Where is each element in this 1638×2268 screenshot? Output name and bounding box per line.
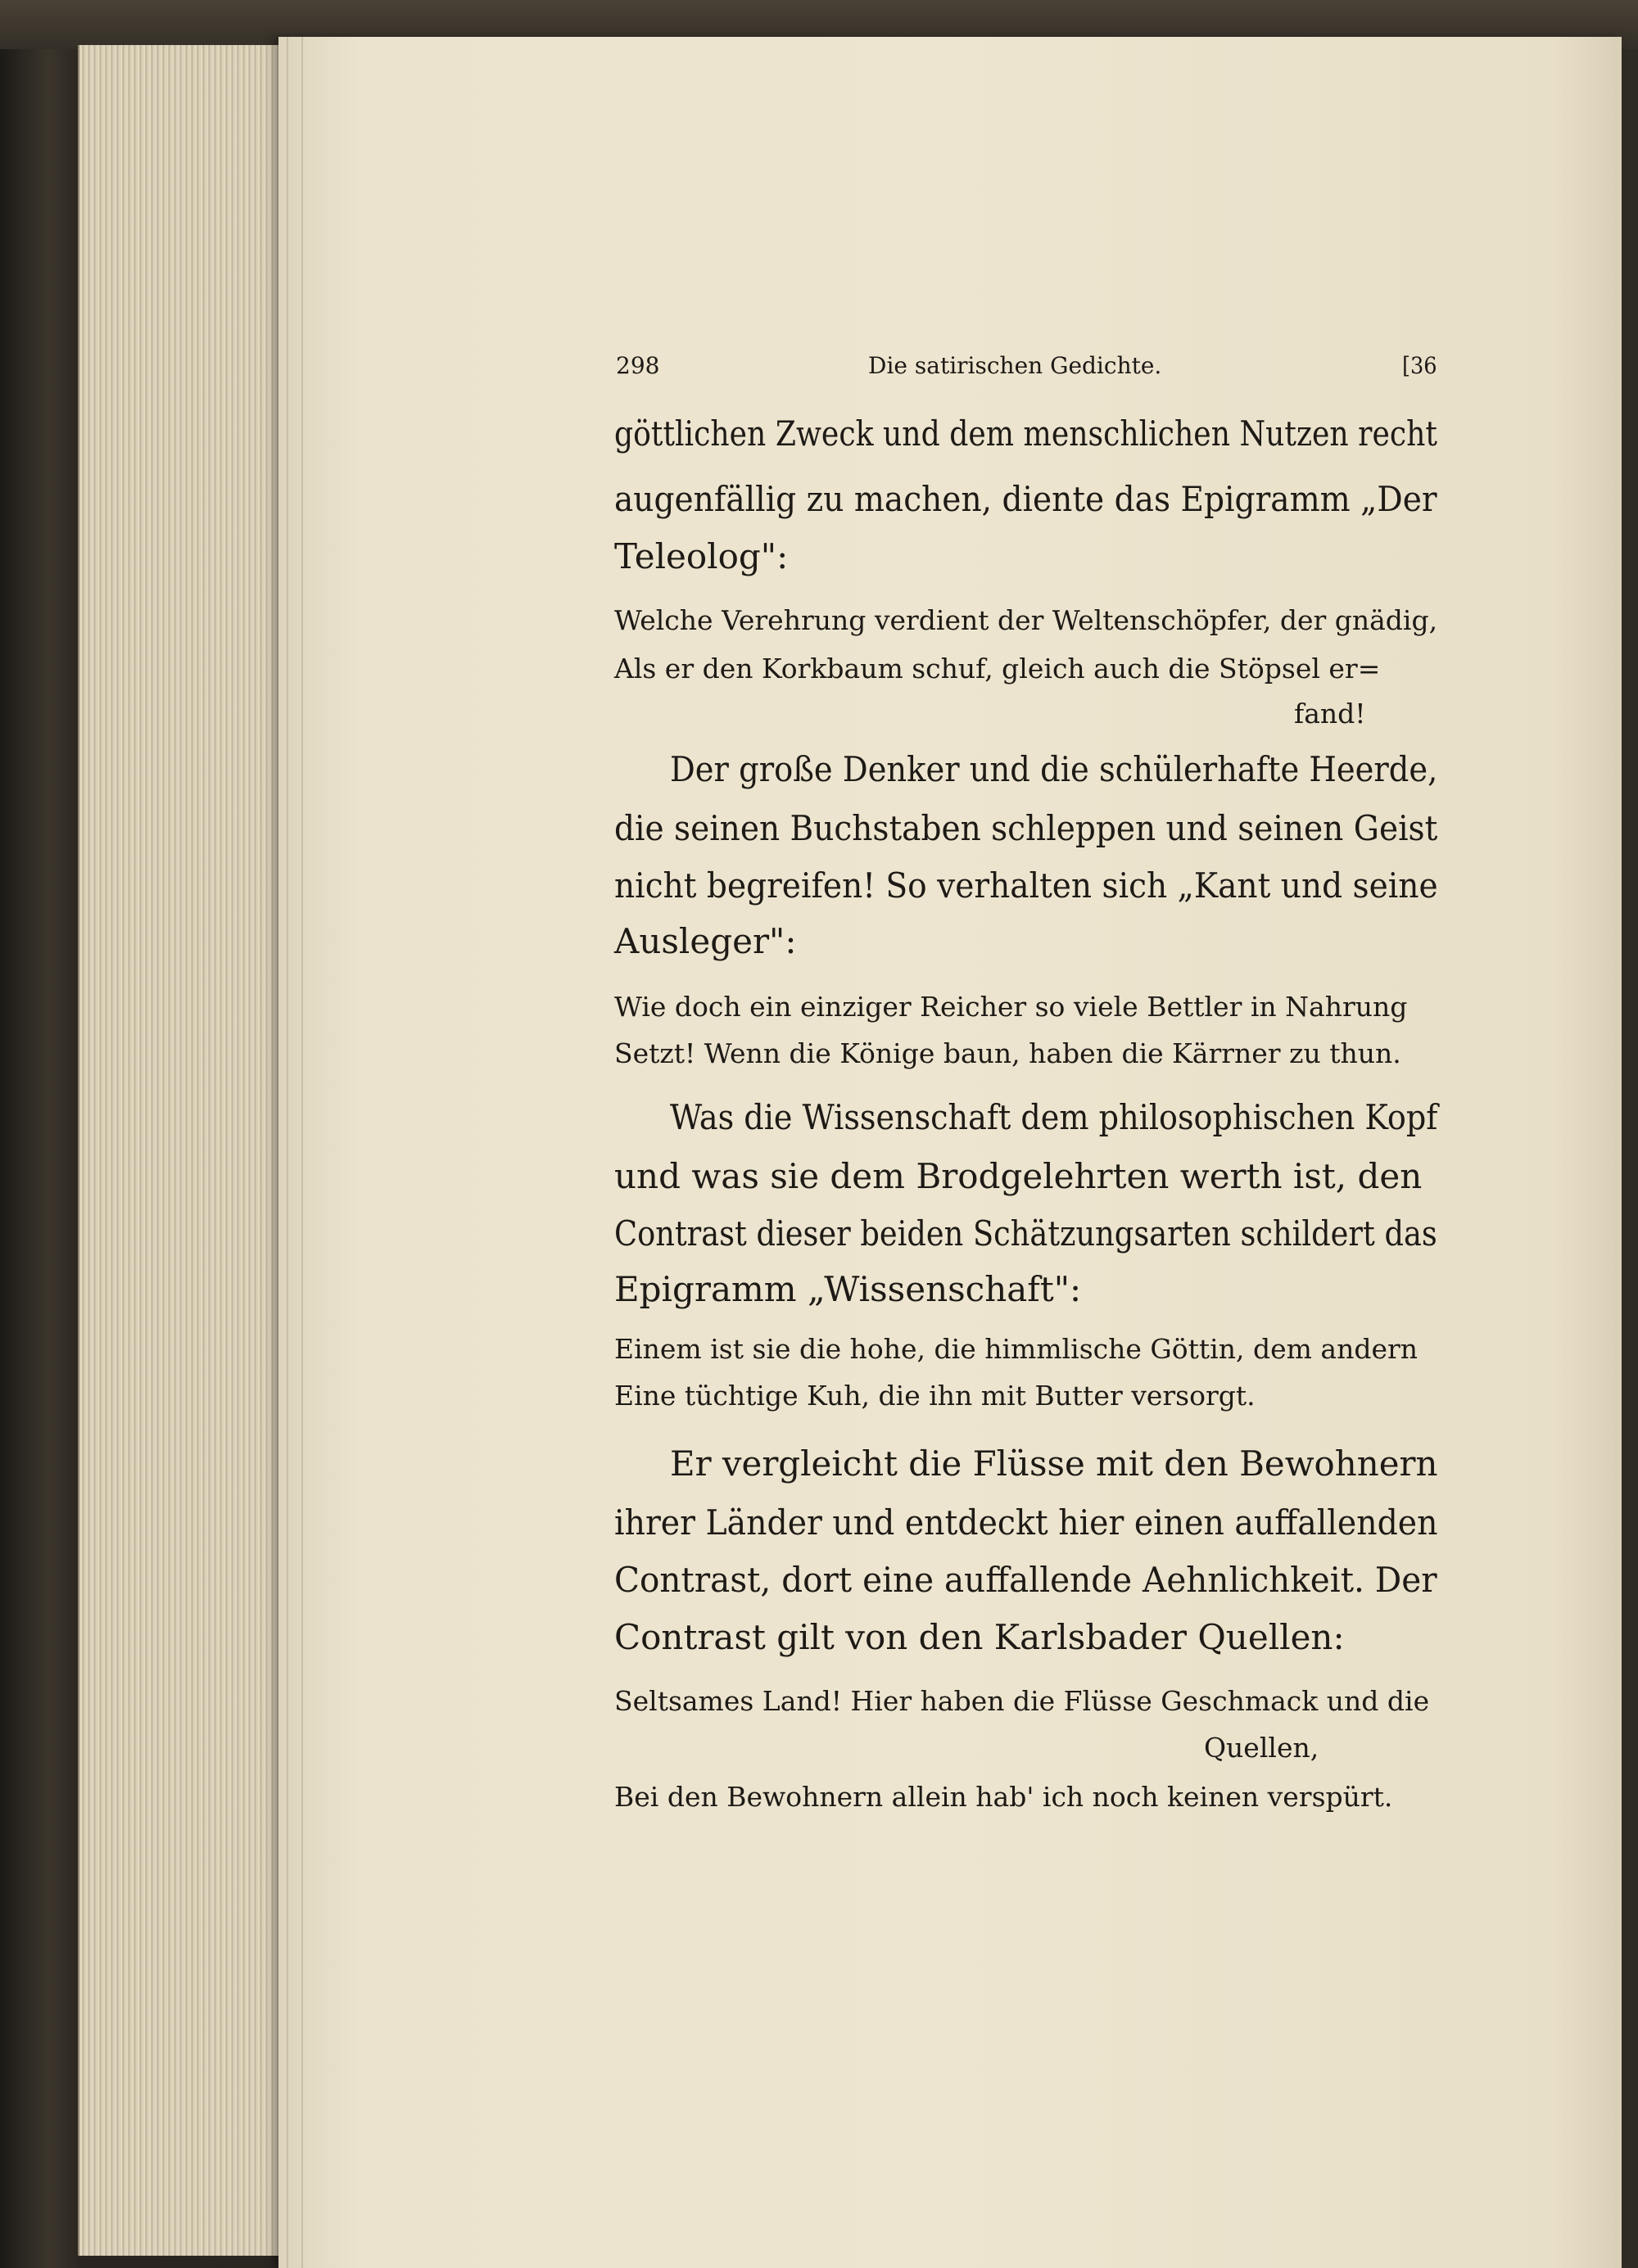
text-line: Er vergleicht die Flüsse mit den Bewohnern [670,1443,1438,1484]
verse-line: Eine tüchtige Kuh, die ihn mit Butter versorgt. [614,1380,1256,1412]
signature-mark: [36 [1402,352,1437,379]
verse-line: fand! [1294,698,1366,730]
page-stack-edges [78,45,292,2256]
text-line: Was die Wissenschaft dem philosophischen Kopf [670,1097,1438,1137]
running-title: Die satirischen Gedichte. [868,352,1162,379]
text-line: Contrast dieser beiden Schätzungsarten schildert das [614,1213,1437,1254]
text-line: Contrast, dort eine auffallende Aehnlichkeit. Der [614,1560,1437,1600]
text-line: und was sie dem Brodgelehrten werth ist, den [614,1156,1423,1196]
verse-line: Wie doch ein einziger Reicher so viele Bettler in Nahrung [614,991,1408,1023]
gutter-line [301,37,303,2268]
page-number: 298 [616,352,660,379]
text-line: augenfällig zu machen, diente das Epigramm „Der [614,479,1437,519]
verse-line: Als er den Korkbaum schuf, gleich auch die Stöpsel er= [614,653,1381,684]
text-line: göttlichen Zweck und dem menschlichen Nutzen recht [614,413,1437,454]
text-line: Ausleger": [614,921,797,961]
verse-line: Quellen, [1204,1732,1319,1764]
verse-line: Seltsames Land! Hier haben die Flüsse Geschmack und die [614,1685,1430,1717]
verse-line: Setzt! Wenn die Könige baun, haben die Kärrner zu thun. [614,1037,1401,1069]
verse-line: Einem ist sie die hohe, die himmlische Göttin, dem andern [614,1333,1419,1365]
text-line: nicht begreifen! So verhalten sich „Kant und seine [614,865,1438,906]
text-line: Epigramm „Wissenschaft": [614,1269,1082,1309]
gutter-line [287,37,288,2268]
text-line: Teleolog": [614,536,789,576]
verse-line: Welche Verehrung verdient der Weltenschöpfer, der gnädig, [614,604,1438,636]
text-line: Der große Denker und die schülerhafte Heerde, [670,749,1438,789]
text-line: die seinen Buchstaben schleppen und seinen Geist [614,808,1438,848]
text-line: ihrer Länder und entdeckt hier einen auffallenden [614,1502,1438,1543]
verse-line: Bei den Bewohnern allein hab' ich noch keinen verspürt. [614,1781,1393,1813]
text-line: Contrast gilt von den Karlsbader Quellen: [614,1617,1345,1657]
